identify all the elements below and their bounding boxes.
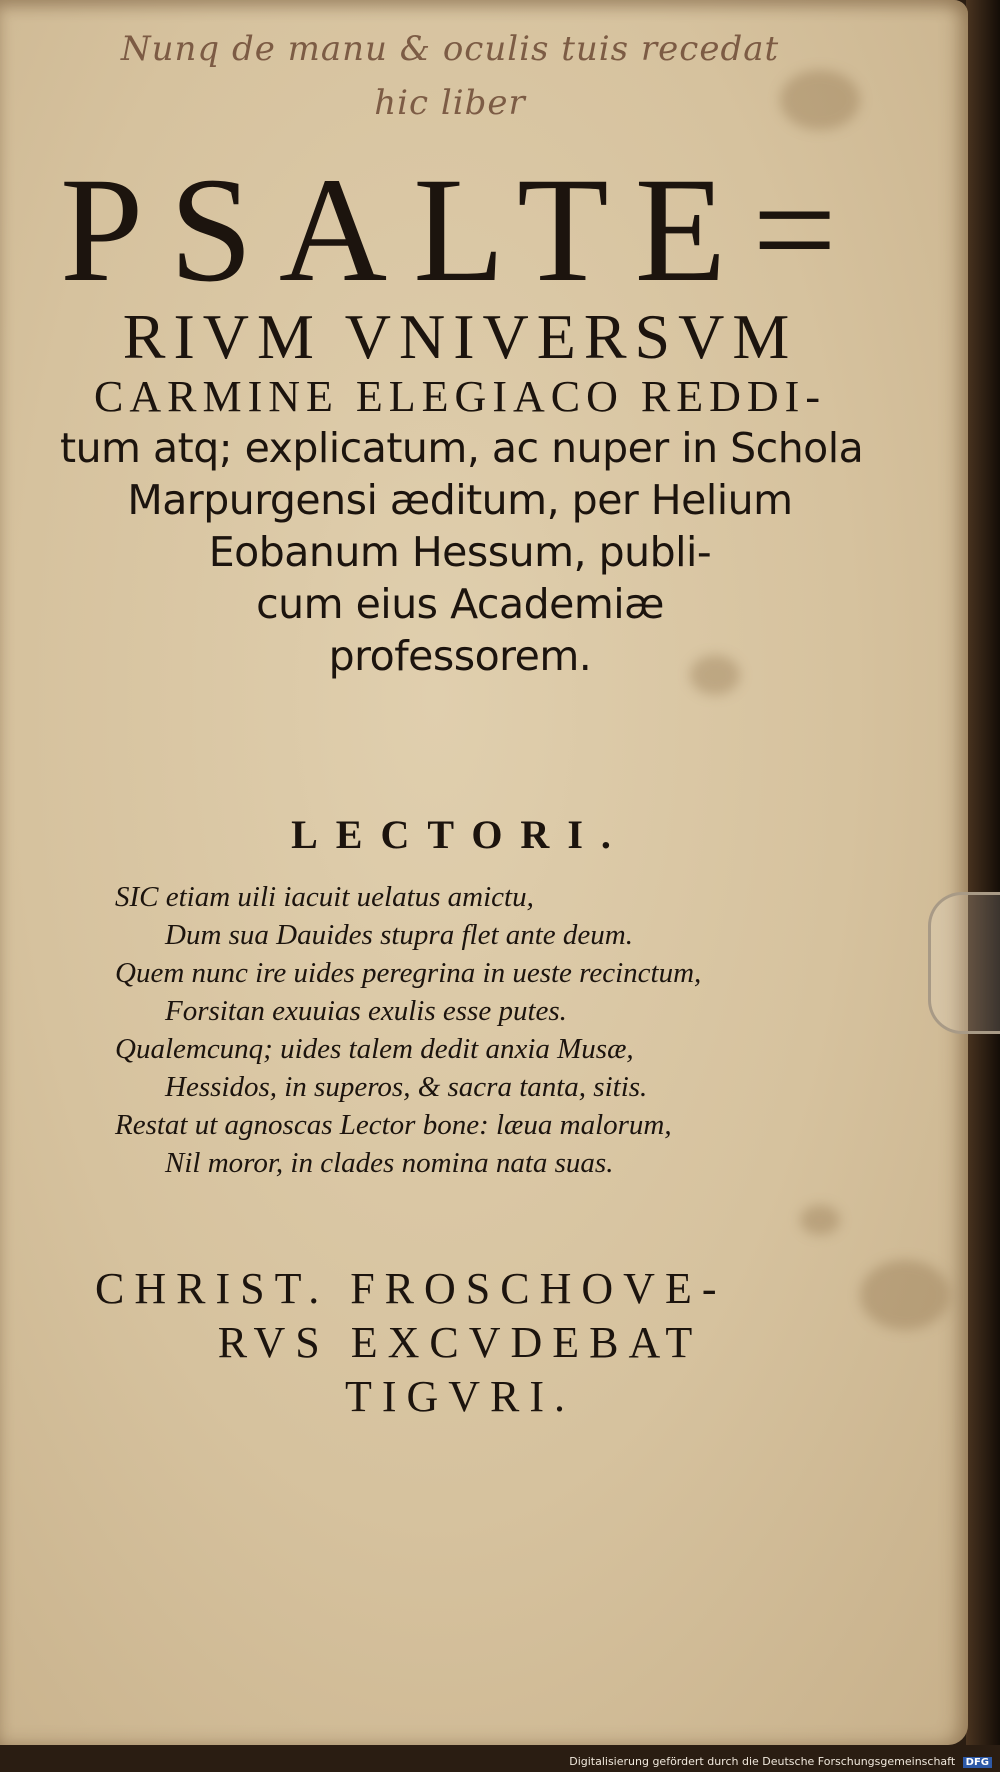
credit-text: Digitalisierung gefördert durch die Deutsche Forschungsgemeinschaft: [569, 1755, 956, 1768]
book-edge: [966, 0, 1000, 1745]
inscription-line: hic liber: [374, 83, 526, 123]
foxing-stain: [800, 1205, 840, 1235]
verse-line: Forsitan exuuias exulis esse putes.: [165, 995, 567, 1027]
imprint-line-1: CHRIST. FROSCHOVE-: [95, 1264, 727, 1313]
verse-line: Dum sua Dauides stupra flet ante deum.: [165, 919, 633, 951]
title-line-psalte: PSALTE=: [60, 147, 863, 313]
title-line-2: RIVM VNIVERSVM: [122, 301, 798, 372]
title-line-8: professorem.: [328, 632, 592, 680]
verse-line: SIC etiam uili iacuit uelatus amictu,: [115, 881, 534, 913]
title-line-5: Marpurgensi æditum, per Helium: [127, 476, 793, 524]
imprint-line-2: RVS EXCVDEBAT: [217, 1318, 703, 1367]
title-line-4: tum atq; explicatum, ac nuper in Schola: [60, 424, 864, 472]
verse-line: Nil moror, in clades nomina nata suas.: [165, 1147, 614, 1179]
foxing-stain: [860, 1260, 950, 1330]
verse-line: Quem nunc ire uides peregrina in ueste recinctum,: [115, 957, 702, 989]
title-line-3: CARMINE ELEGIACO REDDI-: [94, 372, 826, 421]
lectori-heading: LECTORI.: [291, 812, 629, 857]
handwritten-inscription: [60, 22, 840, 130]
imprint-line-3: TIGVRI.: [344, 1372, 576, 1421]
digitization-credit: [569, 1755, 992, 1768]
verse-line: Hessidos, in superos, & sacra tanta, sitis.: [165, 1071, 648, 1103]
verse-line: Restat ut agnoscas Lector bone: læua malorum,: [115, 1109, 672, 1141]
dfg-logo-icon: DFG: [963, 1757, 992, 1768]
dedicatory-verse: [115, 878, 855, 1182]
title-line-7: cum eius Academiæ: [256, 580, 664, 628]
page-clip: [928, 892, 1000, 1034]
title-line-6: Eobanum Hessum, publi-: [208, 528, 712, 576]
inscription-line: Nunq de manu & oculis tuis recedat: [120, 29, 780, 69]
verse-line: Qualemcunq; uides talem dedit anxia Musæ,: [115, 1033, 634, 1065]
